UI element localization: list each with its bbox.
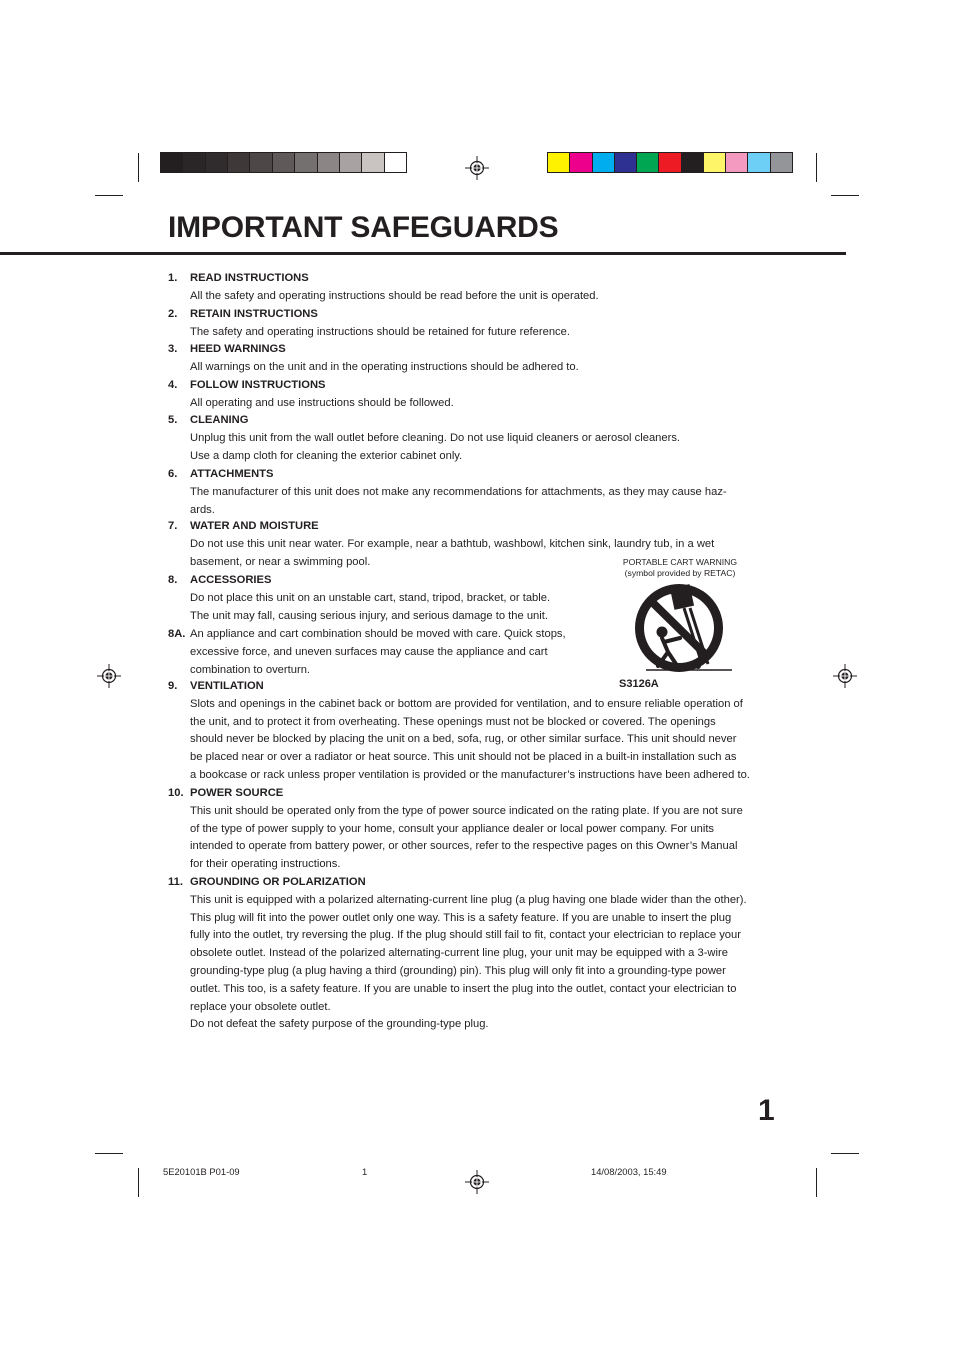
item-body-line: a bookcase or rack unless proper ventilation is provided or the manufacturer’s instructions have been adhered to. [190,769,750,781]
item-body-line: All warnings on the unit and in the operating instructions should be adhered to. [190,360,579,373]
item-body-line: Slots and openings in the cabinet back or bottom are provided for ventilation, and to ensure reliable operation of [190,697,743,710]
item-body-line: for their operating instructions. [190,858,341,871]
color-swatch [593,153,615,172]
color-swatch [385,153,406,172]
item-body-line: of the type of power supply to your home, consult your appliance dealer or local power company. For units [190,822,715,835]
item-heading: HEED WARNINGS [190,343,286,355]
crop-mark [816,153,817,182]
item-heading: POWER SOURCE [190,787,284,799]
item-number: 8. [168,574,178,586]
color-swatch [548,153,570,172]
item-heading: CLEANING [190,414,249,426]
item-heading: VENTILATION [190,680,264,692]
color-swatch [726,153,748,172]
item-body-line: Unplug this unit from the wall outlet before cleaning. Do not use liquid cleaners or aerosol cleaners. [190,431,681,444]
item-body-line: This unit should be operated only from the type of power source indicated on the rating plate. If you are not sure [190,804,743,817]
registration-mark-icon [97,664,121,688]
color-swatch [748,153,770,172]
item-body-line: This plug will fit into the power outlet only one way. This is a safety feature. If you are unable to insert the plug [190,911,732,924]
crop-mark [95,1153,123,1154]
item-body-line: be placed near or over a radiator or heat source. This unit should not be placed in a built-in installation such as [190,751,737,764]
item-body-line: ards. [190,503,215,516]
crop-mark [831,195,859,196]
color-swatch [340,153,362,172]
item-body-line: The unit may fall, causing serious injury, and serious damage to the unit. [190,609,548,622]
item-number: 7. [168,520,178,532]
item-body-line: The safety and operating instructions should be retained for future reference. [190,325,570,338]
item-body-line: should never be blocked by placing the unit on a bed, sofa, rug, or other similar surface. This unit should never [190,733,737,746]
color-swatch [682,153,704,172]
color-swatch [295,153,317,172]
registration-mark-icon [833,664,857,688]
page-title: IMPORTANT SAFEGUARDS [168,211,559,244]
item-body-line: Do not place this unit on an unstable cart, stand, tripod, bracket, or table. [190,591,551,604]
item-heading: READ INSTRUCTIONS [190,272,309,284]
item-body-line: Do not defeat the safety purpose of the grounding-type plug. [190,1018,489,1031]
figure-code: S3126A [619,678,659,690]
item-body-line: basement, or near a swimming pool. [190,555,371,568]
item-body-line: obsolete outlet. Instead of the polarized alternating-current line plug, your unit may be equipped with a 3-wire [190,947,728,960]
item-body-line: Use a damp cloth for cleaning the exterior cabinet only. [190,449,463,462]
item-number: 10. [168,787,184,799]
item-heading: RETAIN INSTRUCTIONS [190,308,318,320]
title-rule [0,252,846,255]
color-swatch [659,153,681,172]
item-body-line: An appliance and cart combination should be moved with care. Quick stops, [190,628,566,640]
item-body-line: All the safety and operating instructions should be read before the unit is operated. [190,289,599,302]
crop-mark [95,195,123,196]
footer-datetime: 14/08/2003, 15:49 [591,1166,667,1177]
color-swatch [637,153,659,172]
color-swatch [161,153,183,172]
item-number: 8A. [168,628,186,640]
item-body-line: grounding-type plug (a plug having a third (grounding) pin). This plug will only fit into a grounding-type power [190,965,726,977]
footer-doc-code: 5E20101B P01-09 [163,1166,240,1177]
item-body-line: All operating and use instructions should be followed. [190,396,454,409]
footer-sheet-number: 1 [362,1166,368,1177]
item-number: 1. [168,272,178,284]
item-number: 11. [168,876,183,888]
color-swatch [570,153,592,172]
item-body-line: Do not use this unit near water. For example, near a bathtub, washbowl, kitchen sink, laundry tub, in a wet [190,537,715,550]
color-calibration-strip [547,152,793,173]
item-number: 4. [168,379,178,391]
crop-mark [816,1168,817,1197]
crop-mark [138,153,139,182]
item-body-line: The manufacturer of this unit does not make any recommendations for attachments, as they may cause haz- [190,485,727,498]
gray-calibration-strip [160,152,407,173]
color-swatch [183,153,205,172]
page-number: 1 [758,1094,775,1127]
color-swatch [273,153,295,172]
item-number: 9. [168,680,178,692]
figure-caption [606,557,754,579]
item-heading: GROUNDING OR POLARIZATION [190,876,366,888]
registration-mark-icon [465,1170,489,1194]
color-swatch [318,153,340,172]
item-body-line: outlet. This too, is a safety feature. If you are unable to insert the plug into the outlet, contact your electrician to [190,982,737,995]
item-body-line: replace your obsolete outlet. [190,1000,331,1013]
color-swatch [362,153,384,172]
item-heading: ACCESSORIES [190,574,272,586]
item-heading: FOLLOW INSTRUCTIONS [190,379,326,391]
item-number: 2. [168,308,178,320]
item-heading: WATER AND MOISTURE [190,520,319,532]
crop-mark [831,1153,859,1154]
color-swatch [771,153,792,172]
crop-mark [138,1168,139,1197]
item-body-line: fully into the outlet, try reversing the plug. If the plug should still fail to fit, contact your electrician to replace your [190,929,741,942]
item-body-line: intended to operate from battery power, or other sources, refer to the respective pages on this Owner’s Manual [190,840,738,853]
item-heading: ATTACHMENTS [190,468,274,480]
color-swatch [615,153,637,172]
color-swatch [704,153,726,172]
item-number: 6. [168,468,178,480]
item-body-line: excessive force, and uneven surfaces may cause the appliance and cart [190,645,548,658]
item-body-line: the unit, and to protect it from overheating. These openings must not be blocked or covered. The openings [190,715,716,728]
figure-caption-line2: (symbol provided by RETAC) [624,568,736,578]
figure-caption-line1: PORTABLE CART WARNING [622,557,738,567]
item-number: 5. [168,414,178,426]
color-swatch [206,153,228,172]
item-body-line: This unit is equipped with a polarized alternating-current line plug (a plug having one blade wider than the other). [190,893,747,906]
color-swatch [228,153,250,172]
portable-cart-warning-icon [628,580,734,678]
item-body-line: combination to overturn. [190,663,311,676]
item-number: 3. [168,343,178,355]
registration-mark-icon [465,156,489,180]
color-swatch [250,153,272,172]
